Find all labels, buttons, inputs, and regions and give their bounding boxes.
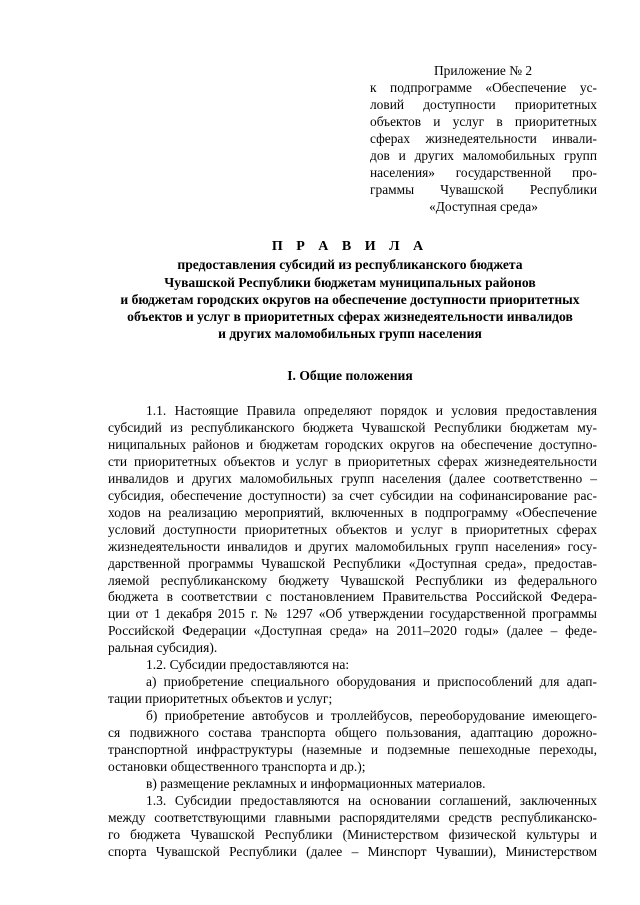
title-line: предоставления субсидий из республиканского бюджета bbox=[177, 257, 523, 273]
annex-line: Приложение № 2 bbox=[434, 63, 533, 78]
body-line: а) приобретение специального оборудования и приспособлений для адап- bbox=[146, 674, 597, 690]
body-line: ниципальных районов и бюджетам городских округов на обеспечение доступно- bbox=[108, 436, 597, 452]
body-line: инвалидов и других маломобильных групп населения (далее соответственно – bbox=[108, 470, 597, 486]
body-line: в) размещение рекламных и информационных материалов. bbox=[146, 775, 486, 791]
body-line: условий доступности приоритетных объектов и услуг в приоритетных сферах bbox=[108, 521, 597, 537]
body-line: сти приоритетных объектов и услуг в приоритетных сферах жизнедеятельности bbox=[108, 453, 597, 469]
section-heading: I. Общие положения bbox=[287, 368, 413, 383]
body-line: спорта Чувашской Республики (далее – Минспорт Чувашии), Министерством bbox=[108, 843, 597, 859]
annex-note bbox=[370, 62, 597, 215]
annex-line: населения» государственной про- bbox=[370, 165, 597, 180]
title-line: и бюджетам городских округов на обеспечение доступности приоритетных bbox=[120, 291, 580, 307]
title-heading: П Р А В И Л А bbox=[271, 239, 429, 254]
body-line: между соответствующими главными распорядителями средств республиканско- bbox=[108, 809, 597, 825]
document-title bbox=[100, 238, 600, 343]
annex-line: ловий доступности приоритетных bbox=[370, 97, 597, 112]
body-line: ральная субсидия). bbox=[108, 640, 218, 656]
annex-line: «Доступная среда» bbox=[429, 199, 538, 214]
body-line: тации приоритетных объектов и услуг; bbox=[108, 691, 333, 707]
body-line: субсидий из республиканского бюджета Чувашской Республики бюджетам му- bbox=[108, 419, 597, 435]
annex-line: дов и других маломобильных групп bbox=[370, 148, 597, 163]
body-line: жизнедеятельности инвалидов и других маломобильных групп населения» госу- bbox=[108, 538, 597, 554]
body-line: Российской Федерации «Доступная среда» на 2011–2020 годы» (далее – феде- bbox=[108, 623, 597, 639]
annex-line: граммы Чувашской Республики bbox=[370, 182, 597, 197]
body-line: субсидия, обеспечение доступности) за счет субсидии на софинансирование рас- bbox=[108, 487, 597, 503]
body-line: транспортной инфраструктуры (наземные и подземные пешеходные переходы, bbox=[108, 742, 597, 758]
body-line: дарственной программы Чувашской Республики «Доступная среда», предостав- bbox=[108, 555, 597, 571]
body-line: остановки общественного транспорта и др.); bbox=[108, 759, 366, 775]
body-text bbox=[108, 403, 597, 861]
annex-line: сферах жизнедеятельности инвали- bbox=[370, 131, 597, 146]
body-line: ции от 1 декабря 2015 г. № 1297 «Об утверждении государственной программы bbox=[108, 606, 597, 622]
body-line: ся подвижного состава транспорта общего пользования, адаптацию дорожно- bbox=[108, 725, 597, 741]
body-line: б) приобретение автобусов и троллейбусов, переоборудование имеющего- bbox=[146, 708, 597, 724]
body-line: ходов на реализацию мероприятий, включенных в подпрограмму «Обеспечение bbox=[108, 504, 597, 520]
body-line: го бюджета Чувашской Республики (Министерством физической культуры и bbox=[108, 826, 597, 842]
body-line: бюджета в соответствии с постановлением Правительства Российской Федера- bbox=[108, 589, 597, 605]
body-line: 1.3. Субсидии предоставляются на основании соглашений, заключенных bbox=[146, 792, 597, 808]
body-line: 1.2. Субсидии предоставляются на: bbox=[146, 657, 350, 673]
body-line: ляемой республиканскому бюджету Чувашской Республики из федерального bbox=[108, 572, 597, 588]
annex-line: объектов и услуг в приоритетных bbox=[370, 114, 597, 129]
body-line: 1.1. Настоящие Правила определяют порядок и условия предоставления bbox=[146, 403, 597, 418]
annex-line: к подпрограмме «Обеспечение ус- bbox=[370, 80, 597, 95]
title-line: объектов и услуг в приоритетных сферах жизнедеятельности инвалидов bbox=[127, 309, 573, 325]
title-line: Чувашской Республики бюджетам муниципальных районов bbox=[164, 274, 536, 290]
title-line: и других маломобильных групп населения bbox=[218, 326, 482, 342]
